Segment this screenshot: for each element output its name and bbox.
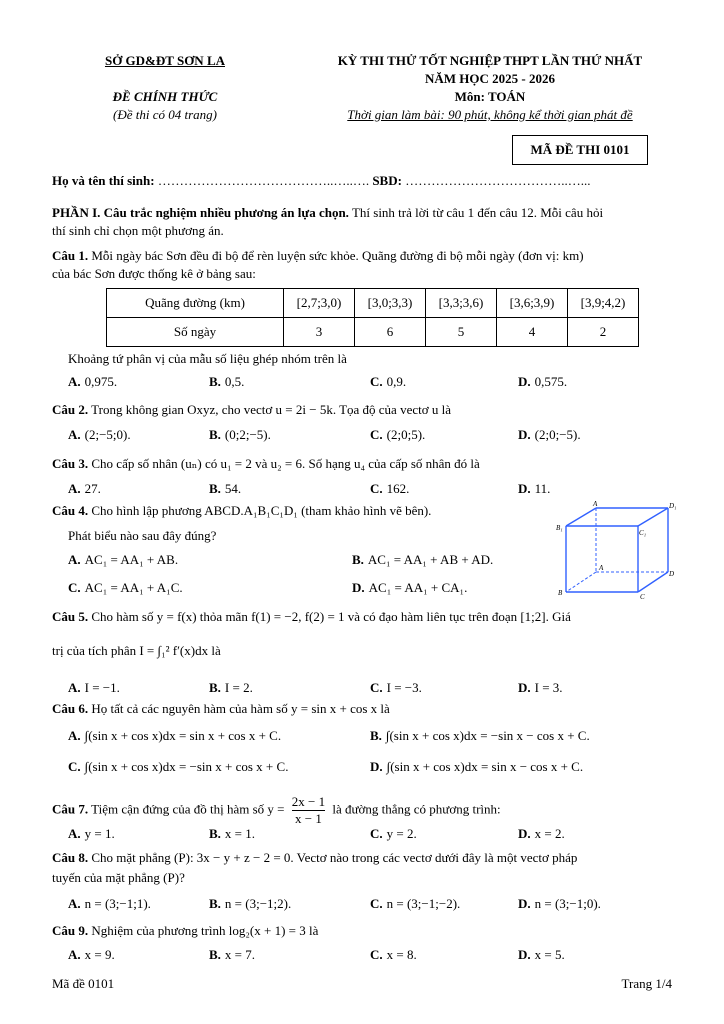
option-text: n = (3;−1;−2).: [386, 896, 461, 911]
q1-label: Câu 1.: [52, 248, 89, 263]
table-cell: Số ngày: [107, 318, 284, 347]
q8-option-d[interactable]: [518, 895, 601, 913]
official-label: ĐỀ CHÍNH THỨC: [112, 89, 218, 104]
q7-options: [68, 825, 678, 843]
header-left: [40, 52, 290, 124]
option-key: D.: [518, 826, 531, 841]
option-text: (2;0;5).: [386, 427, 426, 442]
option-key: A.: [68, 680, 81, 695]
q4-option-c[interactable]: [68, 579, 183, 597]
option-key: C.: [370, 896, 383, 911]
table-cell: 2: [568, 318, 639, 347]
q2-label: Câu 2.: [52, 402, 89, 417]
q8-text-2: tuyến của mặt phẳng (P)?: [52, 870, 185, 885]
table-row: [107, 318, 639, 347]
option-key: B.: [209, 896, 221, 911]
pages-note: (Đề thi có 04 trang): [113, 107, 217, 122]
option-text: x = 7.: [224, 947, 256, 962]
option-key: C.: [370, 826, 383, 841]
name-label: Họ và tên thí sinh:: [52, 173, 155, 188]
footer-page-number: Trang 1/4: [621, 976, 672, 991]
option-key: B.: [352, 552, 364, 567]
option-text: x = 1.: [224, 826, 256, 841]
option-key: A.: [68, 481, 81, 496]
q4-option-a[interactable]: [68, 551, 178, 569]
option-text: n = (3;−1;0).: [534, 896, 601, 911]
q1-option-d[interactable]: [518, 373, 567, 391]
q1-text-1: Mỗi ngày bác Sơn đều đi bộ để rèn luyện sức khỏe. Quãng đường đi bộ mỗi ngày (đơn vị: km): [88, 248, 584, 263]
option-text: x = 9.: [84, 947, 115, 962]
q7-stem-a: Tiệm cận đứng của đồ thị hàm số y =: [88, 801, 288, 817]
q7-label: Câu 7.: [52, 801, 89, 817]
q9-text: [52, 922, 672, 940]
option-key: C.: [370, 680, 383, 695]
q2-option-b[interactable]: [209, 426, 271, 444]
q7-stem-b: là đường thẳng có phương trình:: [329, 801, 501, 817]
q2-option-c[interactable]: [370, 426, 425, 444]
option-text: I = 2.: [224, 680, 253, 695]
option-text: x = 8.: [386, 947, 417, 962]
cube-figure: [556, 500, 676, 600]
sbd-dots: ………………………………..…...: [405, 173, 591, 188]
department-name: SỞ GD&ĐT SƠN LA: [104, 53, 226, 68]
school-year: NĂM HỌC 2025 - 2026: [425, 71, 555, 86]
q8-text-1: Cho mặt phẳng (P): 3x − y + z − 2 = 0. Vectơ nào trong các vectơ dưới đây là một vectơ pháp: [88, 850, 578, 865]
q6-text: [52, 700, 672, 718]
table-cell: [3,6;3,9): [497, 289, 568, 318]
option-key: C.: [370, 481, 383, 496]
q5-option-c[interactable]: [370, 679, 422, 697]
q4-option-d[interactable]: [352, 579, 467, 597]
option-key: B.: [209, 947, 221, 962]
option-key: B.: [370, 728, 382, 743]
option-text: ∫(sin x + cos x)dx = sin x − cos x + C.: [386, 759, 584, 774]
candidate-line: [52, 172, 672, 190]
q1-text-2: của bác Sơn được thống kê ở bảng sau:: [52, 266, 256, 281]
option-key: D.: [518, 947, 531, 962]
q4-label: Câu 4.: [52, 503, 89, 518]
option-text: AC₁ = AA₁ + AB.: [84, 552, 179, 567]
q1-option-b[interactable]: [209, 373, 244, 391]
exam-code-box: MÃ ĐỀ THI 0101: [512, 135, 648, 165]
option-key: B.: [209, 680, 221, 695]
option-key: C.: [68, 580, 81, 595]
option-text: ∫(sin x + cos x)dx = sin x + cos x + C.: [84, 728, 282, 743]
table-cell: 6: [355, 318, 426, 347]
q6-label: Câu 6.: [52, 701, 89, 716]
table-cell: 5: [426, 318, 497, 347]
q6-option-d[interactable]: [370, 758, 583, 776]
option-text: x = 5.: [534, 947, 565, 962]
q2-text: [52, 401, 672, 419]
part1-heading: [52, 204, 672, 222]
option-key: D.: [370, 759, 383, 774]
option-text: x = 2.: [534, 826, 565, 841]
option-text: 0,5.: [224, 374, 245, 389]
option-text: ∫(sin x + cos x)dx = −sin x − cos x + C.: [385, 728, 590, 743]
header-right: [290, 52, 690, 124]
q8-label: Câu 8.: [52, 850, 89, 865]
q8-option-a[interactable]: [68, 895, 151, 913]
q9-option-b[interactable]: [209, 946, 255, 964]
q7-fraction: [292, 794, 325, 827]
option-text: AC₁ = AA₁ + CA₁.: [368, 580, 468, 595]
fig-label-b1: B₁: [556, 524, 563, 532]
option-key: A.: [68, 826, 81, 841]
option-text: I = −1.: [84, 680, 120, 695]
fig-label-b: B: [558, 589, 563, 597]
q6-option-a[interactable]: [68, 727, 281, 745]
option-key: B.: [209, 427, 221, 442]
fig-label-c1: C₁: [639, 529, 647, 537]
q1-option-c[interactable]: [370, 373, 406, 391]
q9-stem: Nghiệm của phương trình log₂(x + 1) = 3 là: [88, 923, 319, 938]
fig-label-a1: A: [593, 500, 598, 508]
option-key: A.: [68, 947, 81, 962]
q8-option-c[interactable]: [370, 895, 460, 913]
q2-stem: Trong không gian Oxyz, cho vectơ u = 2i − 5k. Tọa độ của vectơ u là: [88, 402, 451, 417]
q7-option-b[interactable]: [209, 825, 255, 843]
q3-option-d[interactable]: [518, 480, 550, 498]
option-text: (0;2;−5).: [224, 427, 271, 442]
q6-options-row1: [68, 727, 678, 745]
q8-option-b[interactable]: [209, 895, 291, 913]
q7-option-c[interactable]: [370, 825, 417, 843]
option-key: D.: [518, 680, 531, 695]
option-key: C.: [370, 947, 383, 962]
q7-option-d[interactable]: [518, 825, 565, 843]
name-dots: …………………………………..…..….: [157, 173, 370, 188]
option-key: D.: [518, 481, 531, 496]
part1-instruction-2: thí sinh chỉ chọn một phương án.: [52, 223, 224, 238]
q6-option-c[interactable]: [68, 758, 288, 776]
q9-options: [68, 946, 678, 964]
option-text: 0,575.: [534, 374, 568, 389]
option-key: D.: [518, 374, 531, 389]
footer-exam-code: Mã đề 0101: [52, 976, 115, 991]
option-key: A.: [68, 552, 81, 567]
q6-option-b[interactable]: [370, 727, 590, 745]
option-text: y = 2.: [386, 826, 417, 841]
q2-option-d[interactable]: [518, 426, 581, 444]
q7-option-a[interactable]: [68, 825, 115, 843]
exam-title: KỲ THI THỬ TỐT NGHIỆP THPT LẦN THỨ NHẤT: [337, 53, 643, 68]
option-text: 27.: [84, 481, 101, 496]
q1-options: [68, 373, 678, 391]
q5-options: [68, 679, 678, 697]
q9-label: Câu 9.: [52, 923, 89, 938]
option-key: D.: [518, 427, 531, 442]
table-cell: [3,9;4,2): [568, 289, 639, 318]
table-cell: 3: [284, 318, 355, 347]
table-row: [107, 289, 639, 318]
q9-option-d[interactable]: [518, 946, 565, 964]
option-text: y = 1.: [84, 826, 115, 841]
q4-question: Phát biểu nào sau đây đúng?: [68, 528, 217, 543]
q3-text: [52, 455, 672, 473]
q4-stem: Cho hình lập phương ABCD.A₁B₁C₁D₁ (tham khảo hình vẽ bên).: [88, 503, 432, 518]
option-text: n = (3;−1;2).: [224, 896, 292, 911]
option-key: C.: [370, 374, 383, 389]
fig-label-d1: D₁: [669, 502, 676, 510]
option-key: B.: [209, 374, 221, 389]
q3-option-c[interactable]: [370, 480, 409, 498]
table-cell: 4: [497, 318, 568, 347]
option-text: (2;−5;0).: [84, 427, 131, 442]
fig-label-a: A: [599, 564, 604, 572]
option-key: A.: [68, 896, 81, 911]
q3-option-a[interactable]: [68, 480, 101, 498]
option-text: 0,9.: [386, 374, 407, 389]
q7-numerator: 2x − 1: [291, 794, 326, 809]
fig-label-d: D: [669, 570, 675, 578]
q8-text: [52, 849, 672, 867]
q5-text-1: Cho hàm số y = f(x) thỏa mãn f(1) = −2, f(2) = 1 và có đạo hàm liên tục trên đoạn [1;2]. Giá: [88, 609, 571, 624]
table-cell: [3,0;3,3): [355, 289, 426, 318]
option-text: I = 3.: [534, 680, 563, 695]
option-key: D.: [518, 896, 531, 911]
option-text: 0,975.: [84, 374, 118, 389]
q5-option-d[interactable]: [518, 679, 563, 697]
q3-options: [68, 480, 678, 498]
q1-question: Khoảng tứ phân vị của mẫu số liệu ghép nhóm trên là: [68, 351, 347, 366]
option-text: 162.: [386, 481, 410, 496]
sbd-label: SBD:: [372, 173, 402, 188]
q7-denominator: x − 1: [295, 811, 322, 826]
table-cell: [2,7;3,0): [284, 289, 355, 318]
option-key: D.: [352, 580, 365, 595]
q3-option-b[interactable]: [209, 480, 241, 498]
q5-text-2: trị của tích phân I = ∫₁² f′(x)dx là: [52, 643, 221, 658]
q5-label: Câu 5.: [52, 609, 89, 624]
q3-stem: Cho cấp số nhân (uₙ) có u₁ = 2 và u₂ = 6. Số hạng u₄ của cấp số nhân đó là: [88, 456, 480, 471]
part1-title: PHẦN I. Câu trắc nghiệm nhiều phương án lựa chọn.: [52, 205, 349, 220]
option-text: (2;0;−5).: [534, 427, 581, 442]
option-text: 54.: [224, 481, 242, 496]
time-note: Thời gian làm bài: 90 phút, không kể thời gian phát đề: [347, 107, 633, 122]
q4-option-b[interactable]: [352, 551, 493, 569]
q3-label: Câu 3.: [52, 456, 89, 471]
option-key: A.: [68, 374, 81, 389]
q5-option-b[interactable]: [209, 679, 253, 697]
q8-options: [68, 895, 678, 913]
q9-option-a[interactable]: [68, 946, 115, 964]
option-text: n = (3;−1;1).: [84, 896, 151, 911]
option-text: ∫(sin x + cos x)dx = −sin x + cos x + C.: [84, 759, 289, 774]
q2-option-a[interactable]: [68, 426, 131, 444]
part1-instruction: Thí sinh trả lời từ câu 1 đến câu 12. Mỗi câu hỏi: [348, 205, 604, 220]
fig-label-c: C: [640, 593, 645, 600]
option-key: C.: [68, 759, 81, 774]
table-cell: [3,3;3,6): [426, 289, 497, 318]
option-key: A.: [68, 728, 81, 743]
option-text: AC₁ = AA₁ + A₁C.: [84, 580, 183, 595]
option-text: I = −3.: [386, 680, 422, 695]
table-cell: Quãng đường (km): [107, 289, 284, 318]
option-text: AC₁ = AA₁ + AB + AD.: [367, 552, 494, 567]
subject: Môn: TOÁN: [454, 89, 526, 104]
q5-text: [52, 608, 672, 626]
q9-option-c[interactable]: [370, 946, 417, 964]
q6-stem: Họ tất cả các nguyên hàm của hàm số y = sin x + cos x là: [88, 701, 390, 716]
q1-table: [106, 288, 639, 347]
option-text: 11.: [534, 481, 551, 496]
q1-text: [52, 247, 672, 265]
q6-options-row2: [68, 758, 678, 776]
option-key: B.: [209, 826, 221, 841]
option-key: C.: [370, 427, 383, 442]
q5-option-a[interactable]: [68, 679, 120, 697]
q2-options: [68, 426, 678, 444]
option-key: A.: [68, 427, 81, 442]
q1-option-a[interactable]: [68, 373, 117, 391]
option-key: B.: [209, 481, 221, 496]
